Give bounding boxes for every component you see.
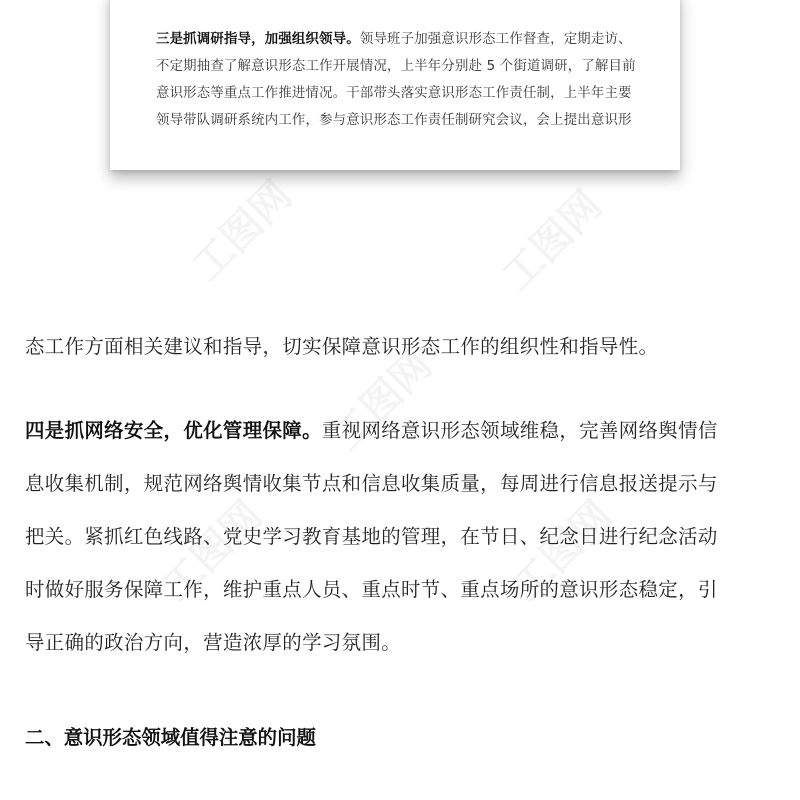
section-four-paragraph bbox=[25, 404, 777, 669]
card-line-2: 不定期抽查了解意识形态工作开展情况，上半年分别赴 5 个街道调研，了解目前 bbox=[156, 59, 636, 74]
paragraph-line: 态工作方面相关建议和指导，切实保障意识形态工作的组织性和指导性。 bbox=[25, 335, 659, 358]
paragraph-line: 时做好服务保障工作，维护重点人员、重点时节、重点场所的意识形态稳定，引 bbox=[25, 578, 718, 601]
watermark: 工图网 bbox=[503, 492, 622, 610]
section-heading: 二、意识形态领域值得注意的问题 bbox=[25, 726, 316, 749]
card-lead: 三是抓调研指导，加强组织领导。 bbox=[156, 32, 360, 47]
paragraph-line: 导正确的政治方向，营造浓厚的学习氛围。 bbox=[25, 631, 402, 654]
continuation-paragraph bbox=[25, 320, 777, 373]
card-text: 领导班子加强意识形态工作督查，定期走访、 bbox=[359, 32, 632, 47]
watermark: 工图网 bbox=[153, 492, 272, 610]
document-card bbox=[110, 0, 680, 170]
watermark: 工图网 bbox=[493, 182, 612, 300]
paragraph-line: 息收集机制，规范网络舆情收集节点和信息收集质量，每周进行信息报送提示与 bbox=[25, 472, 718, 495]
section-text: 重视网络意识形态领域维稳，完善网络舆情信 bbox=[321, 419, 718, 442]
section-lead: 四是抓网络安全，优化管理保障。 bbox=[25, 419, 322, 442]
paragraph-line bbox=[25, 404, 777, 457]
card-line-1 bbox=[156, 26, 650, 53]
card-line-4: 领导带队调研系统内工作，参与意识形态工作责任制研究会议，会上提出意识形 bbox=[156, 113, 632, 128]
paragraph-line: 把关。紧抓红色线路、党史学习教育基地的管理，在节日、纪念日进行纪念活动 bbox=[25, 525, 718, 548]
watermark: 工图网 bbox=[183, 172, 302, 290]
watermark: 工图网 bbox=[323, 342, 442, 460]
card-line-3: 意识形态等重点工作推进情况。干部带头落实意识形态工作责任制，上半年主要 bbox=[156, 86, 632, 101]
